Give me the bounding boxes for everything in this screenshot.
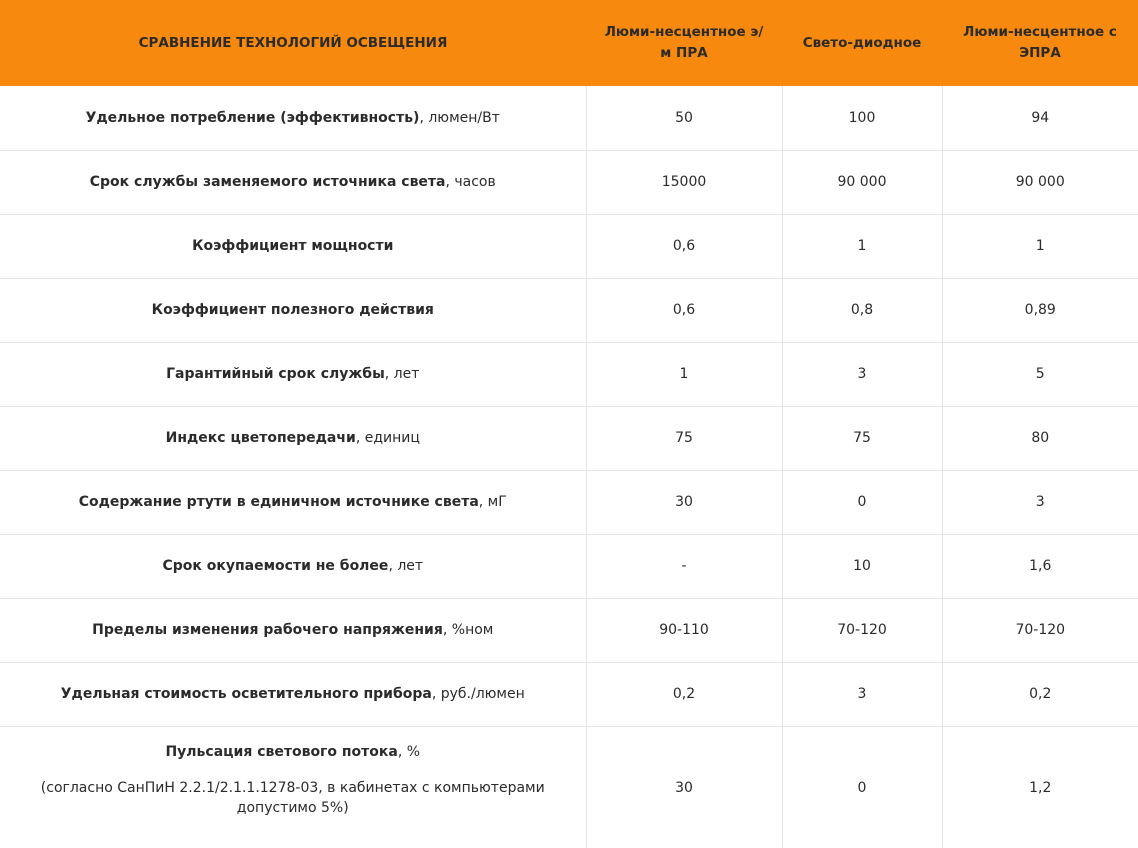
column-header-fluorescent-em: Люми-несцентное э/м ПРА bbox=[586, 0, 782, 86]
row-label bbox=[0, 598, 586, 662]
row-name: Коэффициент мощности bbox=[192, 238, 394, 254]
cell-value: 0,6 bbox=[586, 214, 782, 278]
column-header-led: Свето-диодное bbox=[782, 0, 942, 86]
table-row bbox=[0, 726, 1138, 848]
cell-value: 0,2 bbox=[586, 662, 782, 726]
row-unit: , единиц bbox=[355, 430, 420, 446]
table-row bbox=[0, 86, 1138, 150]
table-row bbox=[0, 278, 1138, 342]
row-label bbox=[0, 214, 586, 278]
cell-value: 1 bbox=[586, 342, 782, 406]
row-name: Срок службы заменяемого источника света bbox=[89, 174, 446, 190]
cell-value: 0,6 bbox=[586, 278, 782, 342]
row-name: Пульсация светового потока bbox=[165, 743, 398, 760]
cell-value: 75 bbox=[782, 406, 942, 470]
row-label bbox=[0, 406, 586, 470]
cell-value: 90 000 bbox=[782, 150, 942, 214]
row-name: Гарантийный срок службы bbox=[166, 366, 385, 382]
table-row bbox=[0, 534, 1138, 598]
row-unit: , часов bbox=[445, 174, 496, 190]
row-label bbox=[0, 470, 586, 534]
cell-value: 0 bbox=[782, 470, 942, 534]
row-unit: , люмен/Вт bbox=[419, 109, 500, 126]
table-title: СРАВНЕНИЕ ТЕХНОЛОГИЙ ОСВЕЩЕНИЯ bbox=[0, 0, 586, 86]
cell-value: 0,2 bbox=[942, 662, 1138, 726]
cell-value: 94 bbox=[942, 86, 1138, 150]
row-label bbox=[0, 534, 586, 598]
cell-value: 1 bbox=[782, 214, 942, 278]
cell-value: 1,6 bbox=[942, 534, 1138, 598]
row-label bbox=[0, 278, 586, 342]
row-unit: , лет bbox=[384, 366, 420, 382]
cell-value: 30 bbox=[586, 726, 782, 848]
table-row bbox=[0, 470, 1138, 534]
cell-value: 100 bbox=[782, 86, 942, 150]
cell-value: 5 bbox=[942, 342, 1138, 406]
cell-value: 0 bbox=[782, 726, 942, 848]
cell-value: 0,89 bbox=[942, 278, 1138, 342]
cell-value: 0,8 bbox=[782, 278, 942, 342]
row-name: Индекс цветопередачи bbox=[165, 430, 356, 446]
row-unit: , лет bbox=[388, 558, 424, 574]
row-name: Удельное потребление (эффективность) bbox=[85, 109, 420, 126]
row-note: (согласно СанПиН 2.2.1/2.1.1.1278-03, в кабинетах с компьютерами допустимо 5%) bbox=[40, 779, 545, 816]
cell-value: 1,2 bbox=[1029, 779, 1052, 796]
cell-value: 90-110 bbox=[586, 598, 782, 662]
table-header-row bbox=[0, 0, 1138, 86]
table-row bbox=[0, 662, 1138, 726]
table-row bbox=[0, 598, 1138, 662]
cell-value: 3 bbox=[782, 662, 942, 726]
cell-value: - bbox=[586, 534, 782, 598]
row-name: Срок окупаемости не более bbox=[162, 558, 389, 574]
cell-value: 15000 bbox=[586, 150, 782, 214]
cell-value: 90 000 bbox=[942, 150, 1138, 214]
row-name: Содержание ртути в единичном источнике света bbox=[78, 494, 479, 510]
row-label bbox=[0, 662, 586, 726]
cell-value: 3 bbox=[942, 470, 1138, 534]
table-row bbox=[0, 342, 1138, 406]
cell-value: 1 bbox=[942, 214, 1138, 278]
row-name: Пределы изменения рабочего напряжения bbox=[92, 622, 443, 638]
cell-value: 30 bbox=[586, 470, 782, 534]
cell-value: 70-120 bbox=[782, 598, 942, 662]
cell-value: 3 bbox=[782, 342, 942, 406]
row-unit: , %ном bbox=[442, 622, 494, 638]
row-label bbox=[0, 342, 586, 406]
cell-value: 70-120 bbox=[942, 598, 1138, 662]
row-name: Коэффициент полезного действия bbox=[151, 302, 434, 318]
row-name: Удельная стоимость осветительного прибора bbox=[60, 686, 432, 702]
row-unit: , руб./люмен bbox=[431, 686, 525, 702]
row-label bbox=[0, 86, 586, 150]
cell-value: 10 bbox=[782, 534, 942, 598]
table-row bbox=[0, 406, 1138, 470]
row-unit: , % bbox=[397, 743, 421, 760]
cell-value: 75 bbox=[586, 406, 782, 470]
table-row bbox=[0, 214, 1138, 278]
column-header-fluorescent-electronic: Люми-несцентное с ЭПРА bbox=[942, 0, 1138, 86]
table-row bbox=[0, 150, 1138, 214]
row-unit: , мГ bbox=[478, 494, 507, 510]
row-label bbox=[0, 726, 586, 848]
row-label bbox=[0, 150, 586, 214]
cell-value: 50 bbox=[586, 86, 782, 150]
cell-value: 80 bbox=[942, 406, 1138, 470]
